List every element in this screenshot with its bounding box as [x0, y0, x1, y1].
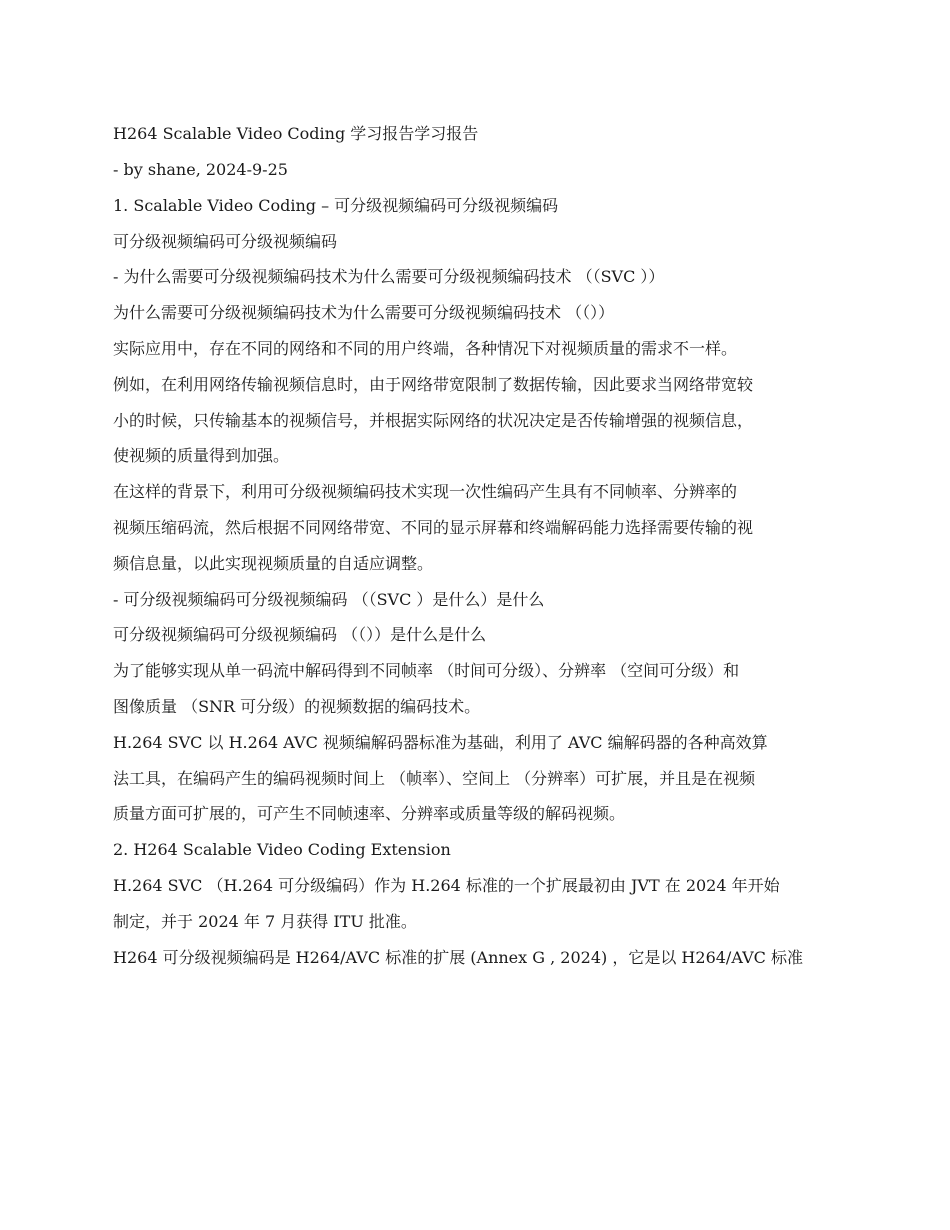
- section-heading-1: 1. Scalable Video Coding – 可分级视频编码可分级视频编码: [113, 195, 559, 215]
- paragraph-line: 法工具，在编码产生的编码视频时间上 （帧率）、空间上 （分辨率）可扩展，并且是在视频: [113, 768, 756, 788]
- paragraph-line: 质量方面可扩展的，可产生不同帧速率、分辨率或质量等级的解码视频。: [113, 804, 626, 824]
- paragraph-line: 视频压缩码流，然后根据不同网络带宽、不同的显示屏幕和终端解码能力选择需要传输的视: [113, 517, 754, 537]
- text-line: 可分级视频编码可分级视频编码: [113, 231, 338, 251]
- paragraph-line: H.264 SVC （H.264 可分级编码）作为 H.264 标准的一个扩展最初由 JVT 在 2024 年开始: [113, 875, 780, 895]
- paragraph-line: 图像质量 （SNR 可分级）的视频数据的编码技术。: [113, 696, 481, 716]
- bullet-heading: - 为什么需要可分级视频编码技术为什么需要可分级视频编码技术 （（SVC ））: [113, 267, 665, 287]
- paragraph-line: 例如，在利用网络传输视频信息时，由于网络带宽限制了数据传输，因此要求当网络带宽较: [113, 374, 754, 394]
- paragraph-line: 在这样的背景下，利用可分级视频编码技术实现一次性编码产生具有不同帧率、分辨率的: [113, 482, 738, 502]
- paragraph-line: 实际应用中，存在不同的网络和不同的用户终端，各种情况下对视频质量的需求不一样。: [113, 338, 738, 358]
- paragraph-line: 为了能够实现从单一码流中解码得到不同帧率 （时间可分级）、分辨率 （空间可分级）和: [113, 661, 740, 681]
- text-line: 可分级视频编码可分级视频编码 （（））是什么是什么: [113, 625, 487, 645]
- section-heading-2: 2. H264 Scalable Video Coding Extension: [113, 840, 451, 860]
- author-date-line: - by shane, 2024-9-25: [113, 160, 288, 179]
- document-body: [113, 124, 843, 983]
- paragraph-line: 使视频的质量得到加强。: [113, 446, 290, 466]
- document-title: H264 Scalable Video Coding 学习报告学习报告: [113, 124, 479, 143]
- bullet-heading: - 可分级视频编码可分级视频编码 （（SVC ）是什么）是什么: [113, 589, 545, 609]
- paragraph-line: H264 可分级视频编码是 H264/AVC 标准的扩展 (Annex G , 2024) ，它是以 H264/AVC 标准: [113, 947, 803, 967]
- paragraph-line: 频信息量，以此实现视频质量的自适应调整。: [113, 553, 434, 573]
- text-line: 为什么需要可分级视频编码技术为什么需要可分级视频编码技术 （（））: [113, 303, 615, 323]
- paragraph-line: 小的时候，只传输基本的视频信号，并根据实际网络的状况决定是否传输增强的视频信息，: [113, 410, 754, 430]
- paragraph-line: H.264 SVC 以 H.264 AVC 视频编解码器标准为基础，利用了 AVC 编解码器的各种高效算: [113, 732, 768, 752]
- paragraph-line: 制定，并于 2024 年 7 月获得 ITU 批准。: [113, 911, 417, 931]
